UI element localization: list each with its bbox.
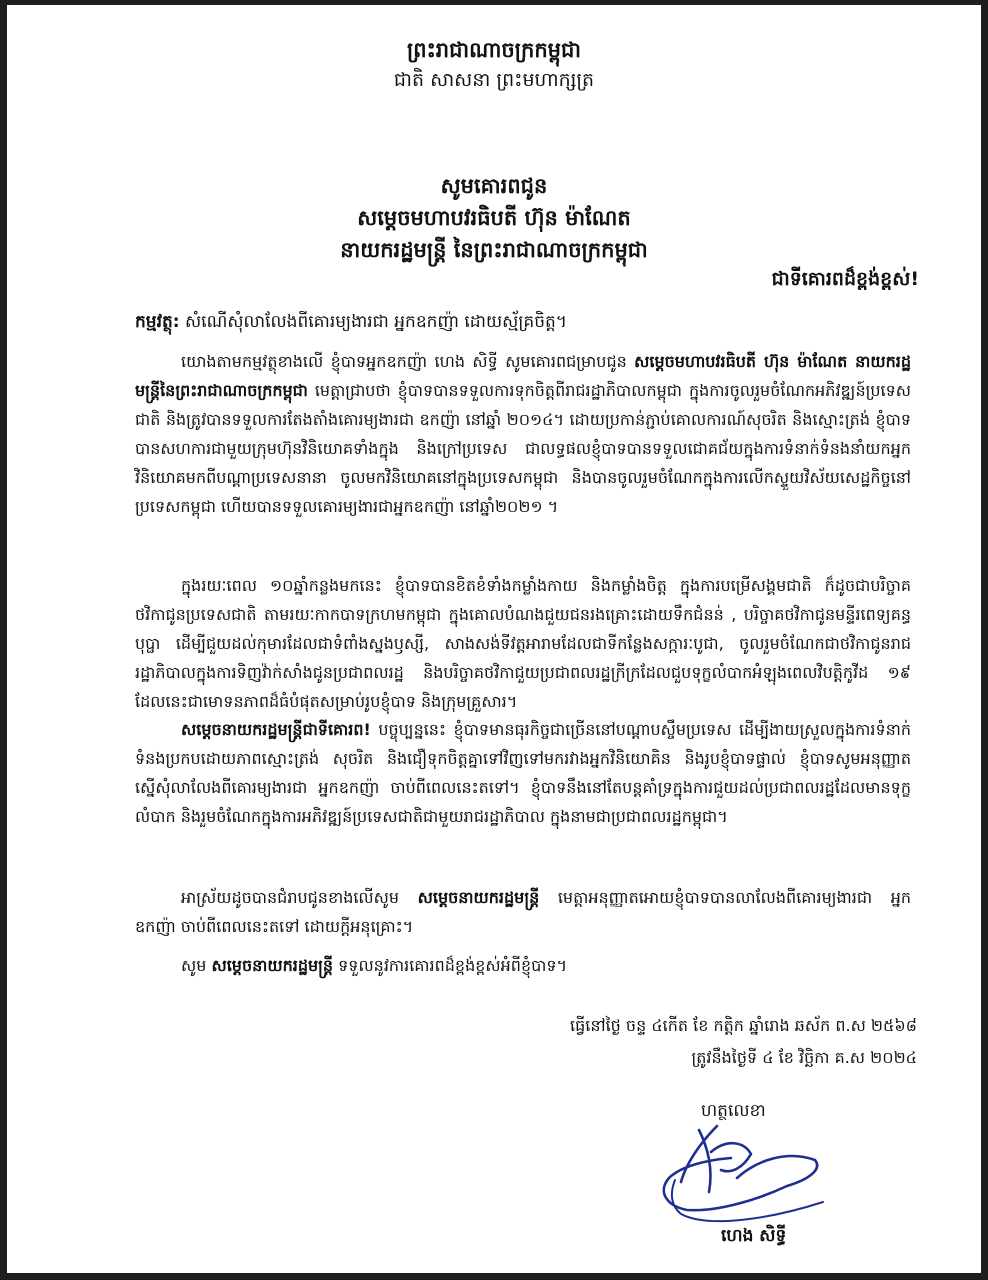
paragraph-5-post: ទទួលនូវការគោរពដ៏ខ្ពង់ខ្ពស់អំពីខ្ញុំបាទ។ xyxy=(333,956,568,975)
national-motto: ជាតិ សាសនា ព្រះមហាក្សត្រ xyxy=(393,69,595,91)
paragraph-1-pre: យោងតាមកម្មវត្ថុខាងលើ ខ្ញុំបាទអ្នកឧកញ៉ា ហេង សិទ្ធី សូមគោរពជម្រាបជូន xyxy=(181,352,635,371)
greeting: ជាទីគោរពដ៏ខ្ពង់ខ្ពស់! xyxy=(771,268,919,290)
kingdom-title: ព្រះរាជាណាចក្រកម្ពុជា xyxy=(406,38,581,62)
paragraph-4-addressee: សម្តេចនាយករដ្ឋមន្ត្រី xyxy=(417,888,540,907)
subject-line xyxy=(135,311,567,336)
paragraph-1 xyxy=(135,347,911,521)
paragraph-4-pre: អាស្រ័យដូចបានជំរាបជូនខាងលើសូម xyxy=(181,888,418,907)
addressee-name: សម្តេចមហាបវរធិបតី ហ៊ុន ម៉ាណែត xyxy=(357,206,631,230)
paragraph-1-addressee: សម្តេចមហាបវរធិបតី ហ៊ុន ម៉ាណែត នាយករដ្ឋមន្ត្រីនៃព្រះរាជាណាចក្រកម្ពុជា xyxy=(135,352,911,400)
date-solar: ត្រូវនឹងថ្ងៃទី ៤ ខែ វិច្ឆិកា គ.ស ២០២៤ xyxy=(691,1048,917,1067)
subject-text: សំណើសុំលាលែងពីគោរម្យងារជា អ្នកឧកញ៉ា ដោយស្ម័គ្រចិត្ត។ xyxy=(184,312,568,332)
letter-page xyxy=(7,5,981,1273)
paragraph-5 xyxy=(135,951,911,980)
paragraph-5-pre: សូម xyxy=(181,956,212,975)
signature-label: ហត្ថលេខា xyxy=(701,1101,766,1121)
handwritten-signature xyxy=(647,1120,837,1230)
subject-label: កម្មវត្ថុ: xyxy=(135,312,180,332)
paragraph-3-text: បច្ចុប្បន្ននេះ ខ្ញុំបាទមានធុរកិច្ចជាច្រើននៅបណ្តាបស្ចឹមប្រទេស ដើម្បីងាយស្រួលក្នុងការទំនាក់ទំនងប្រកបដោយភាពស្មោះត្រង់ សុចរិត និងជឿទុកចិត្តគ្នាទៅវិញទៅមករវាងអ្នកវិនិយោគិន និងរូបខ្ញុំបាទផ្ទាល់ ខ្ញុំបាទសូមអនុញ្ញាតស្នើសុំលាលែងពីគោរម្យងារជា អ្នកឧកញ៉ា ចាប់ពីពេលនេះតទៅ។ ខ្ញុំបាទនឹងនៅតែបន្តគាំទ្រក្នុងការជួយដល់ប្រជាពលរដ្ឋដែលមានទុក្ខលំបាក និងរួមចំណែកក្នុងការអភិវឌ្ឍន៍ប្រទេសជាតិជាមួយរាជរដ្ឋាភិបាល ក្នុងនាមជាប្រជាពលរដ្ឋកម្ពុជា។ xyxy=(135,720,911,826)
paragraph-3 xyxy=(135,715,911,831)
paragraph-4-post: មេត្តាអនុញ្ញាតអោយខ្ញុំបាទបានលាលែងពីគោរម្យងារជា អ្នកឧកញ៉ា ចាប់ពីពេលនេះតទៅ ដោយក្តីអនុគ្រោះ។ xyxy=(135,888,911,936)
paragraph-2 xyxy=(135,571,911,716)
date-lunar: ធ្វើនៅថ្ងៃ ចន្ទ ៤កើត ខែ កត្តិក ឆ្នាំរោង ឆស័ក ព.ស ២៥៦៨ xyxy=(570,1016,917,1035)
signatory-name: ហេង សិទ្ធី xyxy=(721,1226,787,1246)
paragraph-5-addressee: សម្តេចនាយករដ្ឋមន្ត្រី xyxy=(211,956,334,975)
paragraph-2-text: ក្នុងរយៈពេល ១០ឆ្នាំកន្លងមកនេះ ខ្ញុំបាទបានខិតខំទាំងកម្លាំងកាយ និងកម្លាំងចិត្ត ក្នុងការបម្រើសង្គមជាតិ ក៏ដូចជាបរិច្ចាគថវិកាជូនប្រទេសជាតិ តាមរយៈកាកបាទក្រហមកម្ពុជា ក្នុងគោលបំណងជួយជនរងគ្រោះដោយទឹកជំនន់ , បរិច្ចាគថវិកាជូនមន្ទីរពេទ្យគន្ធបុប្ផា ដើម្បីជួយដល់កុមារដែលជាទំពាំងស្នងឫស្សី, សាងសង់ទីវត្តអារាមដែលជាទីកន្លែងសក្ការៈបូជា, ចូលរួមចំណែកជាថវិកាជូនរាជរដ្ឋាភិបាលក្នុងការទិញវ៉ាក់សាំងជូនប្រជាពលរដ្ឋ និងបរិច្ចាគថវិកាជួយប្រជាពលរដ្ឋក្រីក្រដែលជួបទុក្ខលំបាកអំឡុងពេលវិបត្តិកូវីដ ១៩ ដែលនេះជាមោទនភាពដ៏ធំបំផុតសម្រាប់រូបខ្ញុំបាទ និងក្រុមគ្រួសារ។ xyxy=(135,576,911,711)
paragraph-1-post: មេត្តាជ្រាបថា ខ្ញុំបាទបានទទួលការទុកចិត្តពីរាជរដ្ឋាភិបាលកម្ពុជា ក្នុងការចូលរួមចំណែកអភិវឌ្ឍន៍ប្រទេសជាតិ និងត្រូវបានទទួលការតែងតាំងគោរម្យងារជា ឧកញ៉ា នៅឆ្នាំ ២០១៤។ ដោយប្រកាន់ភ្ជាប់គោលការណ៍សុចរិត និងស្មោះត្រង់ ខ្ញុំបាទបានសហការជាមួយក្រុមហ៊ុនវិនិយោគទាំងក្នុង និងក្រៅប្រទេស ជាលទ្ធផលខ្ញុំបាទបានទទួលជោគជ័យក្នុងការទំនាក់ទំនងនាំយកអ្នកវិនិយោគមកពីបណ្តាប្រទេសនានា ចូលមកវិនិយោគនៅក្នុងប្រទេសកម្ពុជា និងបានចូលរួមចំណែកក្នុងការលើកស្ទួយវិស័យសេដ្ឋកិច្ចនៅប្រទេសកម្ពុជា ហើយបានទទួលគោរម្យងារជាអ្នកឧកញ៉ា នៅឆ្នាំ២០២១ ។ xyxy=(135,381,911,516)
paragraph-3-lead: សម្តេចនាយករដ្ឋមន្ត្រីជាទីគោរព! xyxy=(181,720,371,739)
addressee-title: នាយករដ្ឋមន្ត្រី នៃព្រះរាជាណាចក្រកម្ពុជា xyxy=(340,238,648,262)
addressee-salutation: សូមគោរពជូន xyxy=(440,174,548,198)
paragraph-4 xyxy=(135,883,911,941)
